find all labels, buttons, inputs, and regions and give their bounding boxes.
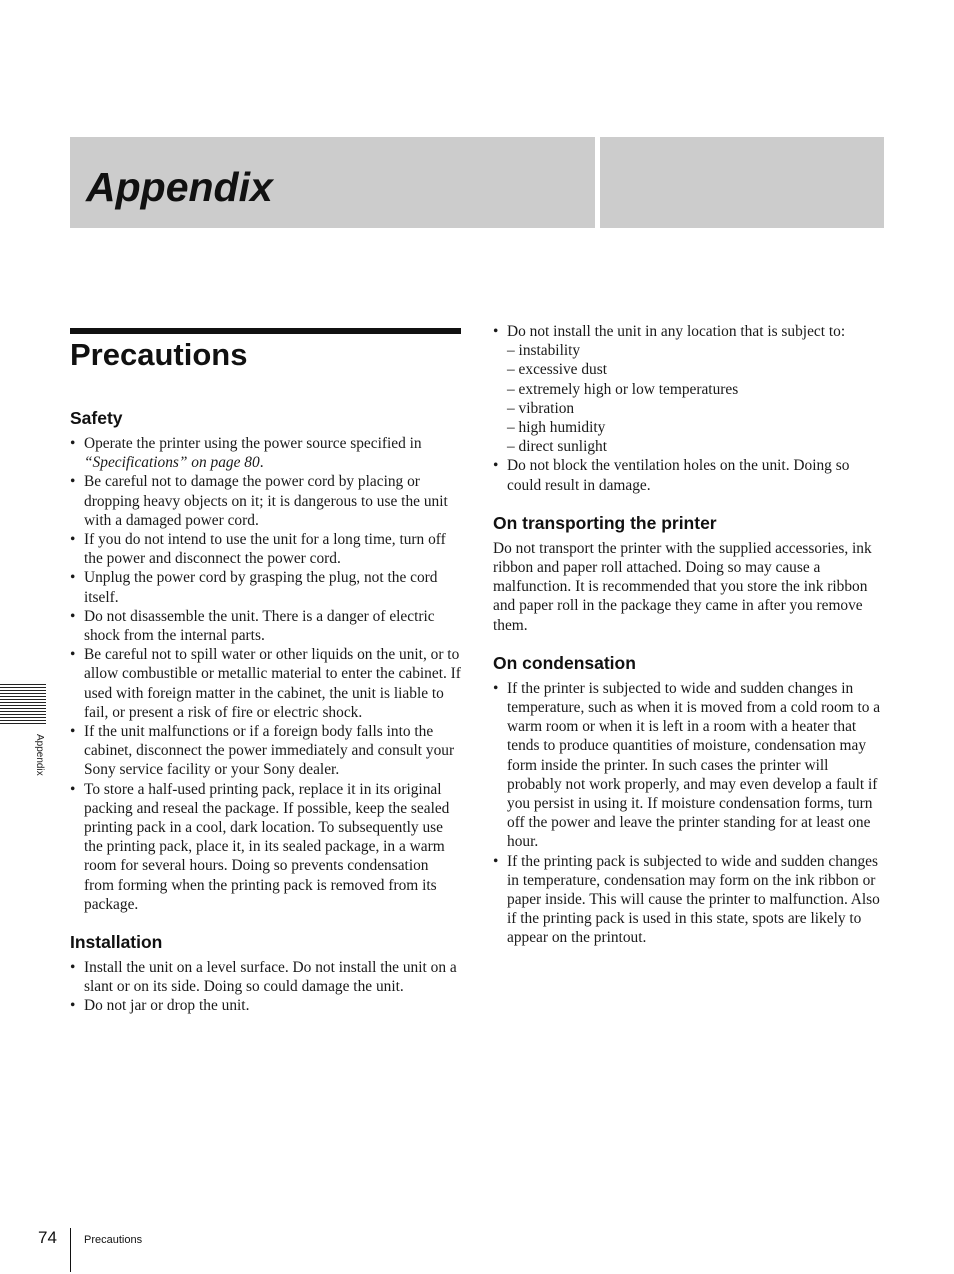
left-column bbox=[70, 407, 462, 1016]
safety-item: • Do not disassemble the unit. There is a danger of electric shock from the internal parts. bbox=[70, 607, 462, 645]
condition-item: – extremely high or low temperatures bbox=[507, 380, 739, 398]
footer-divider bbox=[70, 1228, 71, 1272]
chapter-title: Appendix bbox=[86, 164, 273, 210]
section-title-rule bbox=[70, 328, 461, 334]
installation-item bbox=[493, 322, 885, 456]
chapter-side-tab bbox=[0, 684, 46, 724]
side-tab-label: Appendix bbox=[34, 734, 45, 776]
safety-item-text: Operate the printer using the power source specified in bbox=[84, 435, 422, 452]
safety-item: • Unplug the power cord by grasping the plug, not the cord itself. bbox=[70, 568, 462, 606]
safety-item: • Be careful not to spill water or other liquids on the unit, or to allow combustible or metallic material to enter the cabinet. If used with foreign matter in the cabinet, the unit is liable to fail, or present a risk of fire or electric shock. bbox=[70, 645, 462, 722]
condition-item: – vibration bbox=[507, 399, 575, 417]
section-title: Precautions bbox=[70, 337, 248, 372]
condition-item: – direct sunlight bbox=[507, 438, 608, 456]
condensation-heading: On condensation bbox=[493, 652, 636, 673]
footer-section-label: Precautions bbox=[84, 1234, 143, 1246]
condition-item: – instability bbox=[507, 342, 581, 360]
installation-item: • Do not jar or drop the unit. bbox=[70, 996, 462, 1015]
safety-item: • To store a half-used printing pack, replace it in its original packing and reseal the package. If possible, keep the sealed printing pack in a cool, dark location. To subsequently use the printing pack, place it, in its sealed package, in a warm room for several hours. Doing so prevents condensation from forming when the printing pack is removed from its package. bbox=[70, 780, 462, 914]
installation-heading: Installation bbox=[70, 932, 163, 953]
safety-item bbox=[70, 434, 462, 472]
chapter-banner-right-block bbox=[600, 137, 884, 228]
page-number: 74 bbox=[38, 1228, 57, 1247]
condition-item: – high humidity bbox=[507, 419, 606, 437]
chapter-banner bbox=[70, 137, 595, 228]
installation-list-continued bbox=[493, 322, 885, 495]
installation-item-text: Do not install the unit in any location that is subject to: bbox=[507, 323, 846, 340]
condensation-item: • If the printing pack is subjected to wide and sudden changes in temperature, condensation may form on the ink ribbon or paper inside. This will cause the printer to malfunction. Also if the printing pack is used in this state, spots are likely to appear on the printout. bbox=[493, 852, 885, 948]
safety-list bbox=[70, 434, 462, 914]
specifications-reference: “Specifications” on page 80 bbox=[84, 454, 260, 472]
installation-conditions-list bbox=[507, 341, 885, 456]
safety-item: • If you do not intend to use the unit for a long time, turn off the power and disconnect the power cord. bbox=[70, 530, 462, 568]
safety-item: • If the unit malfunctions or if a foreign body falls into the cabinet, disconnect the power immediately and consult your Sony service facility or your Sony dealer. bbox=[70, 722, 462, 780]
installation-list bbox=[70, 958, 462, 1016]
transporting-paragraph: Do not transport the printer with the supplied accessories, ink ribbon and paper roll attached. Doing so may cause a malfunction. It is recommended that you store the ink ribbon and paper roll in the package they came in after you remove them. bbox=[493, 539, 872, 634]
safety-item-tail: . bbox=[259, 454, 264, 472]
transporting-heading: On transporting the printer bbox=[493, 512, 717, 533]
condensation-item: • If the printer is subjected to wide and sudden changes in temperature, such as when it is moved from a cold room to a warm room or when it is left in a room with a heater that tends to produce quantities of moisture, condensation may form inside the printer. In such cases the printer will probably not work properly, and may even develop a fault if you persist in using it. If moisture condensation forms, turn off the power and leave the printer standing for at least one hour. bbox=[493, 679, 885, 852]
condensation-list bbox=[493, 679, 885, 948]
safety-item: • Be careful not to damage the power cord by placing or dropping heavy objects on it; it is dangerous to use the unit with a damaged power cord. bbox=[70, 472, 462, 530]
condition-item: – excessive dust bbox=[507, 361, 608, 379]
safety-heading: Safety bbox=[70, 408, 123, 428]
installation-item: • Install the unit on a level surface. Do not install the unit on a slant or on its side. Doing so could damage the unit. bbox=[70, 958, 462, 996]
right-column bbox=[493, 322, 885, 948]
installation-item: • Do not block the ventilation holes on the unit. Doing so could result in damage. bbox=[493, 456, 885, 494]
